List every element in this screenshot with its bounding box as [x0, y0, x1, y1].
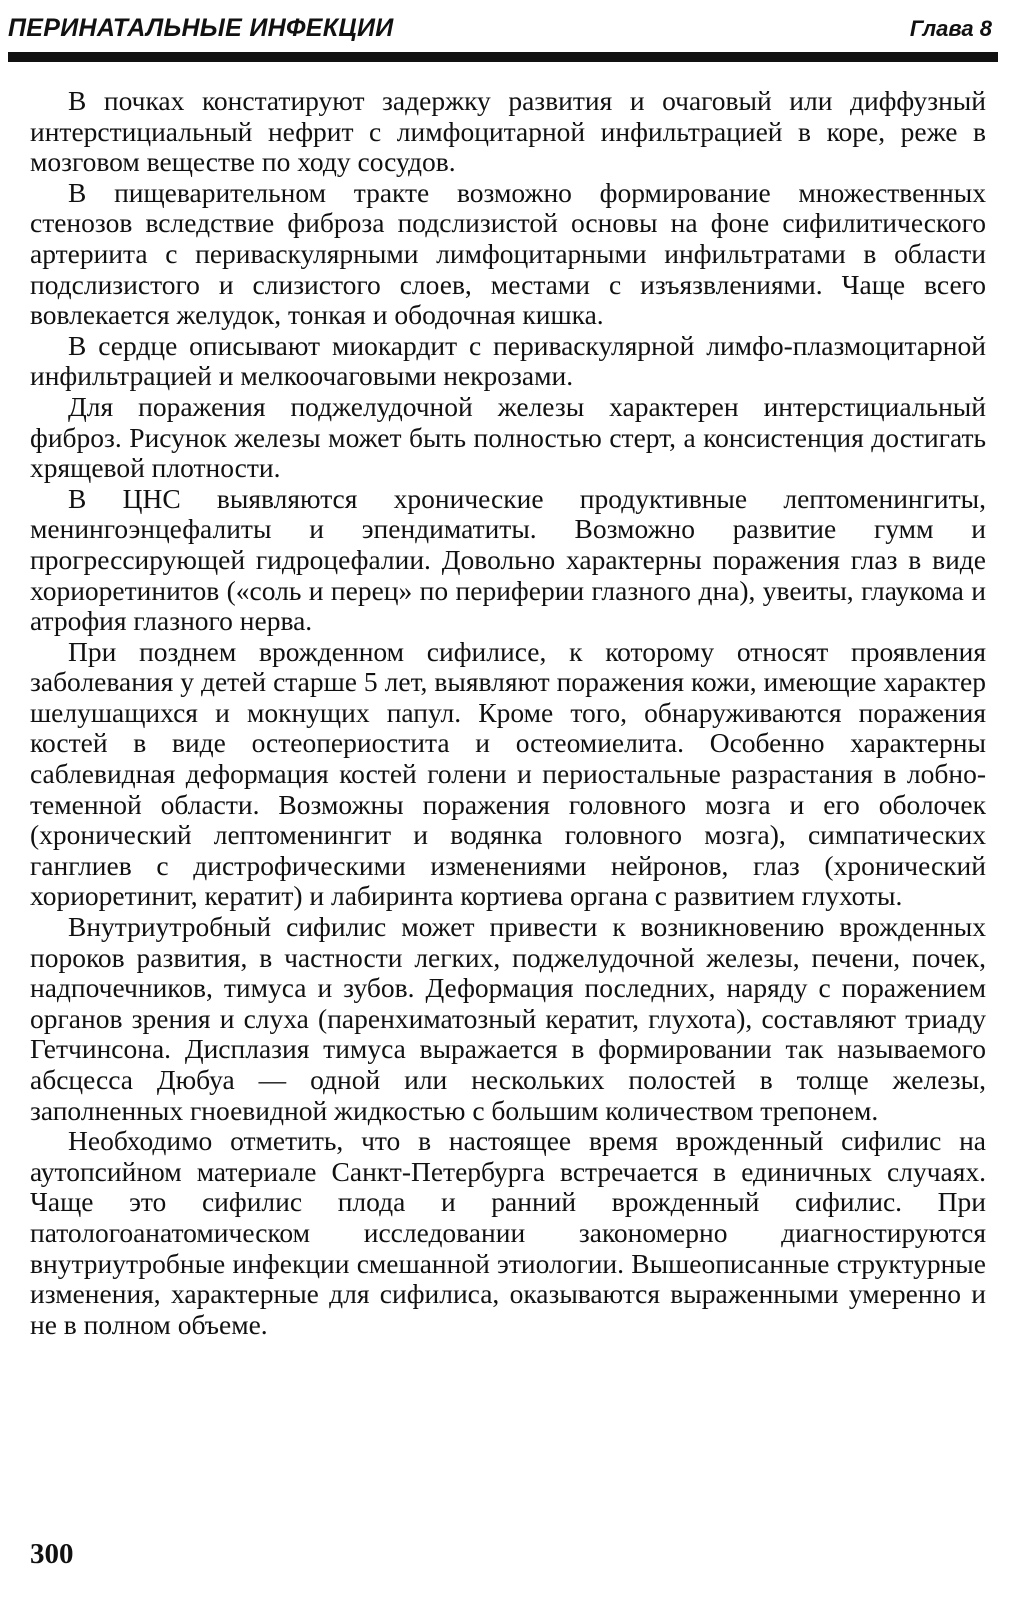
running-header-title: ПЕРИНАТАЛЬНЫЕ ИНФЕКЦИИ — [8, 14, 394, 42]
running-header-chapter: Глава 8 — [909, 16, 992, 41]
paragraph: В пищеварительном тракте возможно формирование множественных стенозов вследствие фиброза подслизистой основы на фоне сифилитического артериита с периваскулярными лимфоцитарными инфильтратами в области подслизистого и слизистого слоев, местами с изъязвлениями. Чаще всего вовлекается желудок, тонкая и ободочная кишка. — [30, 176, 986, 331]
paragraph: Внутриутробный сифилис может привести к возникновению врожденных пороков развития, в частности легких, поджелудочной железы, печени, почек, надпочечников, тимуса и зубов. Деформация последних, наряду с поражением органов зрения и слуха (паренхиматозный кератит, глухота), составляют триаду Гетчинсона. Дисплазия тимуса выражается в формировании так называемого абсцесса Дюбуа — одной или нескольких полостей в толще железы, заполненных гноевидной жидкостью с большим количеством трепонем. — [30, 911, 986, 1126]
paragraph: В почках констатируют задержку развития и очаговый или диффузный интерстициальный нефрит с лимфоцитарной инфильтрацией в коре, реже в мозговом веществе по ходу сосудов. — [30, 85, 986, 178]
paragraph: В сердце описывают миокардит с периваскулярной лимфо-плазмоцитарной инфильтрацией и мелкоочаговыми некрозами. — [30, 329, 986, 392]
body-text — [30, 86, 986, 1340]
running-header — [8, 14, 998, 48]
paragraph: При позднем врожденном сифилисе, к которому относят проявления заболевания у детей старше 5 лет, выявляют поражения кожи, имеющие характер шелушащихся и мокнущих папул. Кроме того, обнаруживаются поражения костей в виде остеопериостита и остеомиелита. Особенно характерны саблевидная деформация костей голени и периостальные разрастания в лобно-теменной области. Возможны поражения головного мозга и его оболочек (хронический лептоменингит и водянка головного мозга), симпатических ганглиев с дистрофическими изменениями нейронов, глаз (хронический хориоретинит, кератит) и лабиринта кортиева органа с развитием глухоты. — [30, 635, 986, 912]
header-rule — [8, 52, 998, 62]
paragraph: Необходимо отметить, что в настоящее время врожденный сифилис на аутопсийном материале Санкт-Петербурга встречается в единичных случаях. Чаще это сифилис плода и ранний врожденный сифилис. При патологоанатомическом исследовании закономерно диагностируются внутриутробные инфекции смешанной этиологии. Вышеописанные структурные изменения, характерные для сифилиса, оказываются выраженными умеренно и не в полном объеме. — [30, 1125, 986, 1340]
page-number: 300 — [30, 1538, 74, 1570]
paragraph: В ЦНС выявляются хронические продуктивные лептоменингиты, менингоэнцефалиты и эпендиматиты. Возможно развитие гумм и прогрессирующей гидроцефалии. Довольно характерны поражения глаз в виде хориоретинитов («соль и перец» по периферии глазного дна), увеиты, глаукома и атрофия глазного нерва. — [30, 482, 986, 637]
paragraph: Для поражения поджелудочной железы характерен интерстициальный фиброз. Рисунок железы может быть полностью стерт, а консистенция достигать хрящевой плотности. — [30, 390, 986, 484]
